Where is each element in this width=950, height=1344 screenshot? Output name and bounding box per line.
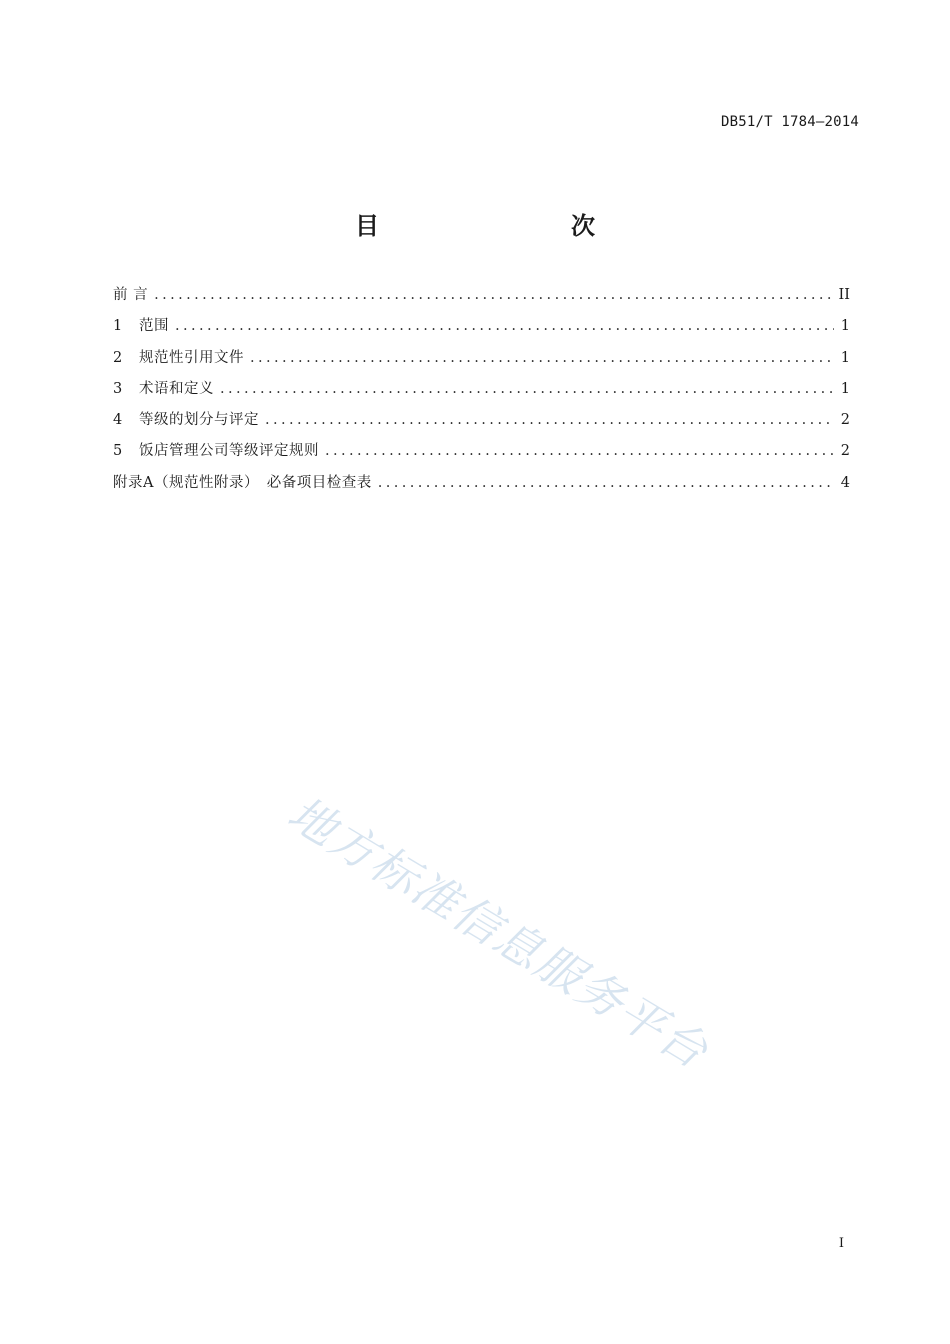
toc-entry-number: 5 [113,443,123,460]
toc-entry-scope[interactable] [113,314,850,345]
table-of-contents [113,283,850,502]
toc-entry-label: 前 言 [113,287,149,303]
toc-entry-label: 附录A（规范性附录） 必备项目检查表 [113,474,372,491]
watermark: 地方标准信息服务平台 [278,785,719,1080]
toc-entry-page: 2 [840,443,850,460]
toc-entry-page: 1 [840,318,850,335]
toc-dot-leader [250,350,834,366]
toc-entry-number: 2 [113,349,123,366]
toc-dot-leader [154,287,832,303]
toc-dot-leader [175,318,834,334]
toc-entry-normative-references[interactable] [113,346,850,377]
toc-dot-leader [378,475,834,491]
toc-entry-label: 术语和定义 [139,380,214,397]
toc-entry-grading[interactable] [113,408,850,439]
toc-entry-page: 1 [840,380,850,397]
toc-entry-foreword[interactable] [113,283,850,314]
toc-dot-leader [220,381,834,397]
document-code: DB51/T 1784—2014 [720,114,859,130]
toc-entry-evaluation-rules[interactable] [113,439,850,470]
page-number: I [838,1236,844,1251]
toc-dot-leader [265,412,834,428]
toc-entry-label: 等级的划分与评定 [139,412,259,429]
toc-dot-leader [325,443,834,459]
toc-entry-label: 饭店管理公司等级评定规则 [139,443,319,460]
toc-entry-appendix-a[interactable] [113,471,850,502]
toc-entry-label: 规范性引用文件 [139,349,244,366]
toc-entry-page: II [838,287,850,303]
toc-entry-label: 范围 [139,318,169,335]
toc-entry-number: 3 [113,380,123,397]
toc-entry-page: 4 [840,474,850,491]
toc-entry-number: 4 [113,412,123,429]
toc-entry-number: 1 [113,318,123,335]
toc-entry-page: 1 [840,349,850,366]
toc-entry-terms-definitions[interactable] [113,377,850,408]
toc-entry-page: 2 [840,412,850,429]
toc-title: 目 次 [355,212,643,240]
